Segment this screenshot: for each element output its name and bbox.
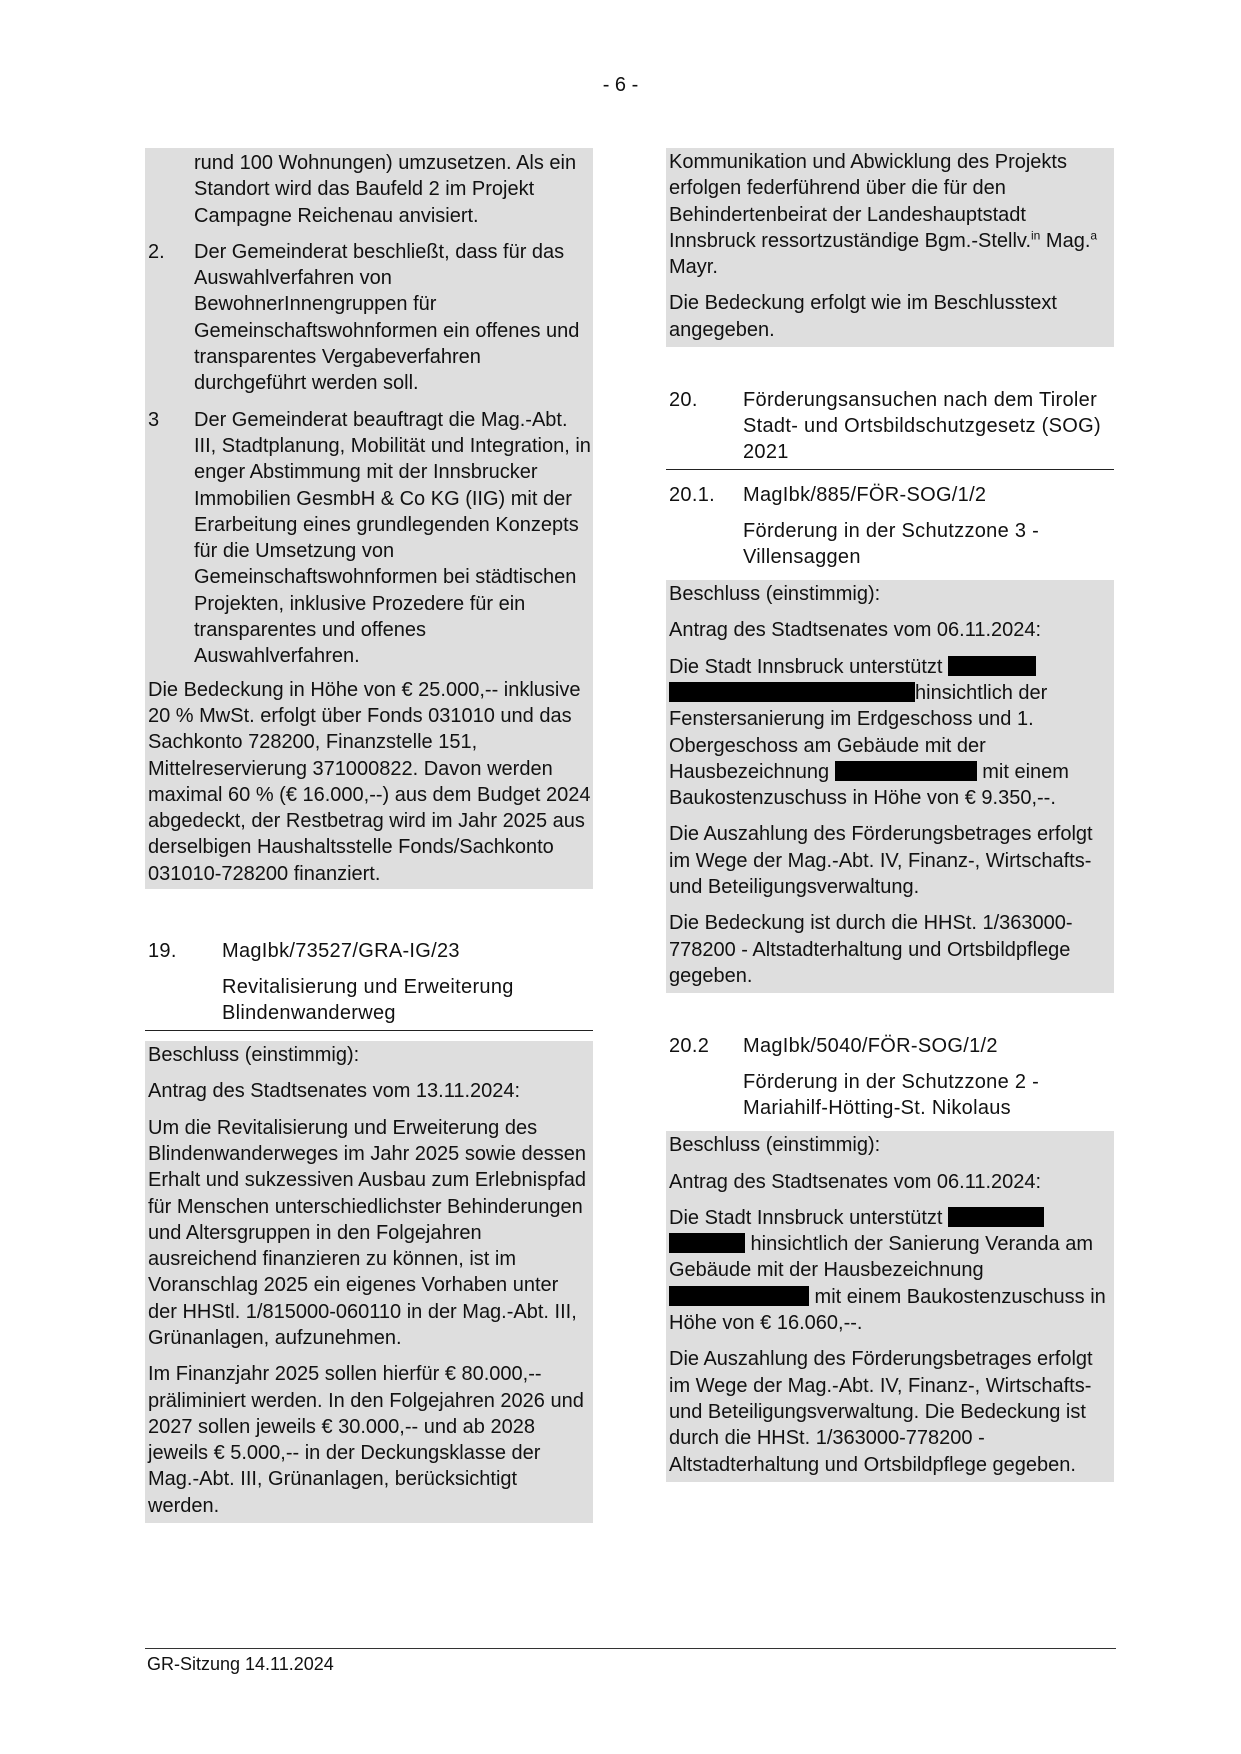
section-20-1-reference: MagIbk/885/FÖR-SOG/1/2	[743, 484, 987, 507]
section-19-paragraph-1: Um die Revitalisierung und Erweiterung des Blindenwanderweges im Jahr 2025 sowie dessen Erhalt und sukzessiven Ausbau zum Erlebnispfad für Menschen unterschiedlichster Behinderungen und Altersgruppen in den Folgejahren ausreichend finanzieren zu können, ist im Voranschlag 2025 ein eigenes Vorhaben unter der HHStl. 1/815000-060110 in der Mag.-Abt. III, Grünanlagen, aufzunehmen.	[148, 1116, 587, 1349]
superscript-in: in	[1031, 228, 1041, 243]
list-item	[148, 239, 591, 397]
section-20-number: 20.	[669, 389, 698, 412]
payout-paragraph: Die Auszahlung des Förderungsbetrages erfolgt im Wege der Mag.-Abt. IV, Finanz-, Wirtschafts- und Beteiligungsverwaltung.	[669, 823, 1093, 899]
redacted-address	[669, 1286, 809, 1306]
motion-label: Antrag des Stadtsenates vom 13.11.2024:	[148, 1080, 521, 1103]
section-20-heading	[666, 387, 1114, 470]
section-20-title: Förderungsansuchen nach dem Tiroler Stadt- und Ortsbildschutzgesetz (SOG) 2021	[743, 389, 1101, 464]
section-20-2-body	[666, 1131, 1114, 1482]
continuation-paragraph-2: Die Bedeckung erfolgt wie im Beschlusstext angegeben.	[669, 292, 1057, 341]
list-item	[148, 407, 591, 670]
section-20-2-number: 20.2	[669, 1035, 710, 1058]
section-19-paragraph-2: Im Finanzjahr 2025 sollen hierfür € 80.000,-- präliminiert werden. In den Folgejahren 2026 und 2027 sollen jeweils € 30.000,-- und ab 2028 jeweils € 5.000,-- in der Deckungsklasse der Mag.-Abt. III, Grünanlagen, berücksichtigt werden.	[148, 1363, 584, 1517]
footer-rule	[145, 1648, 1116, 1649]
support-text-start: Die Stadt Innsbruck unterstützt	[669, 1206, 949, 1229]
section-20-1-support-text	[669, 654, 1112, 812]
continuation-block	[666, 148, 1114, 347]
section-19-title: Revitalisierung und Erweiterung Blindenwanderweg	[222, 976, 514, 1025]
continuation-end: Mayr.	[669, 256, 718, 279]
list-item-number: 3	[148, 408, 160, 431]
resolution-label: Beschluss (einstimmig):	[669, 583, 881, 606]
section-20-1-ref	[666, 482, 1114, 508]
section-19-title-row	[145, 974, 593, 1031]
right-column	[666, 148, 1114, 1482]
list-item-text: Der Gemeinderat beschließt, dass für das Auswahlverfahren von BewohnerInnengruppen für Gemeinschaftswohnformen ein offenes und transparentes Vergabeverfahren durchgeführt werden soll.	[194, 240, 580, 395]
motion-label: Antrag des Stadtsenates vom 06.11.2024:	[669, 619, 1042, 642]
section-19-ref	[145, 938, 593, 964]
section-20-1-number: 20.1.	[669, 484, 715, 507]
left-column	[145, 148, 593, 1523]
continuation-mag: Mag.	[1045, 229, 1091, 252]
superscript-a: a	[1090, 228, 1098, 243]
section-20-1-title: Förderung in der Schutzzone 3 - Villensaggen	[743, 520, 1040, 569]
continuation-paragraph-1	[669, 149, 1112, 280]
support-text-start: Die Stadt Innsbruck unterstützt	[669, 655, 949, 678]
coverage-paragraph: Die Bedeckung ist durch die HHSt. 1/363000-778200 - Altstadterhaltung und Ortsbildpflege gegeben.	[669, 912, 1073, 987]
support-text-middle: hinsichtlich der Sanierung Veranda am Gebäude mit der Hausbezeichnung	[669, 1233, 1093, 1282]
resolution-label: Beschluss (einstimmig):	[669, 1134, 881, 1157]
resolution-label: Beschluss (einstimmig):	[148, 1044, 360, 1067]
resolution-list	[145, 148, 593, 676]
list-item-number: 2.	[148, 240, 165, 263]
redacted-name	[948, 1207, 1044, 1227]
list-item-continuation: rund 100 Wohnungen) umzusetzen. Als ein Standort wird das Baufeld 2 im Projekt Campagne Reichenau anvisiert.	[194, 152, 577, 227]
redacted-name	[948, 656, 1036, 676]
section-19-reference: MagIbk/73527/GRA-IG/23	[222, 940, 460, 963]
payout-paragraph: Die Auszahlung des Förderungsbetrages erfolgt im Wege der Mag.-Abt. IV, Finanz-, Wirtschafts- und Beteiligungsverwaltung. Die Bedeckung ist durch die HHSt. 1/363000-778200 - Altstadterhaltung und Ortsbildpflege gegeben.	[669, 1348, 1093, 1476]
section-20-2-ref	[666, 1033, 1114, 1059]
motion-label: Antrag des Stadtsenates vom 06.11.2024:	[669, 1170, 1042, 1193]
page-number: - 6 -	[602, 74, 639, 96]
redacted-name	[669, 1233, 745, 1253]
footer-text: GR-Sitzung 14.11.2024	[147, 1654, 334, 1674]
section-20-2-support-text	[669, 1205, 1112, 1336]
coverage-paragraph: Die Bedeckung in Höhe von € 25.000,-- inklusive 20 % MwSt. erfolgt über Fonds 031010 und das Sachkonto 728200, Finanzstelle 151, Mittelreservierung 371000822. Davon werden maximal 60 % (€ 16.000,--) aus dem Budget 2024 abgedeckt, der Restbetrag wird im Jahr 2025 aus derselbigen Haushaltsstelle Fonds/Sachkonto 031010-728200 finanziert.	[145, 676, 593, 889]
continuation-text: Kommunikation und Abwicklung des Projekts erfolgen federführend über die für den Behindertenbeirat der Landeshauptstadt Innsbruck ressortzuständige Bgm.-Stellv.	[669, 151, 1067, 252]
support-text-end: mit einem Baukostenzuschuss in Höhe von € 16.060,--.	[669, 1285, 1106, 1335]
section-20-1-body	[666, 580, 1114, 993]
list-item-text: Der Gemeinderat beauftragt die Mag.-Abt. III, Stadtplanung, Mobilität und Integration, in enger Abstimmung mit der Innsbrucker Immobilien GesmbH & Co KG (IIG) mit der Erarbeitung eines grundlegenden Konzepts für die Umsetzung von Gemeinschaftswohnformen bei städtischen Projekten, inklusive Prozedere für ein transparentes und offenes Auswahlverfahren.	[194, 408, 591, 668]
section-19-number: 19.	[148, 940, 177, 963]
redacted-address	[835, 761, 977, 781]
section-20-2-reference: MagIbk/5040/FÖR-SOG/1/2	[743, 1035, 998, 1058]
support-text-end: mit einem Baukostenzuschuss in Höhe von € 9.350,--.	[669, 760, 1069, 810]
section-19-body	[145, 1041, 593, 1523]
redacted-name	[669, 682, 915, 702]
support-text-middle: hinsichtlich der Fenstersanierung im Erdgeschoss und 1. Obergeschoss am Gebäude mit der Hausbezeichnung	[669, 681, 1048, 783]
section-20-2-title: Förderung in der Schutzzone 2 - Mariahilf-Hötting-St. Nikolaus	[743, 1071, 1040, 1120]
